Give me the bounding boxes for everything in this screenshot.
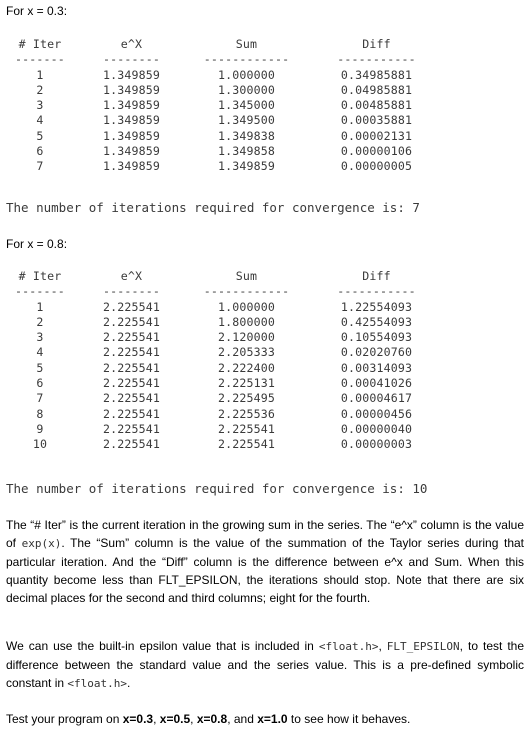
table-row xyxy=(6,129,449,144)
column-separator: -------- xyxy=(102,52,161,67)
column-header: e^X xyxy=(120,269,143,283)
table-cell: 1 xyxy=(36,67,44,82)
table-cell: 2.225541 xyxy=(217,437,276,452)
table-row xyxy=(6,68,449,83)
table-cell: 1.349859 xyxy=(217,159,276,174)
table-cell: 5 xyxy=(36,128,44,143)
test-text-4: , and xyxy=(227,712,258,726)
test-value-2: x=0.5 xyxy=(159,712,191,726)
column-separator: ----------- xyxy=(337,284,416,299)
table-cell: 7 xyxy=(36,391,44,406)
table-cell: 1.349859 xyxy=(102,144,161,159)
test-instruction xyxy=(6,710,524,728)
table-cell: 1.349859 xyxy=(102,113,161,128)
table-cell: 9 xyxy=(36,421,44,436)
table-cell: 2.225541 xyxy=(102,406,161,421)
table-row xyxy=(6,391,449,406)
table-cell: 2.225495 xyxy=(217,391,276,406)
table-cell: 0.02020760 xyxy=(340,345,413,360)
test-value-3: x=0.8 xyxy=(196,712,228,726)
table-cell: 4 xyxy=(36,345,44,360)
table-cell: 1 xyxy=(36,299,44,314)
table-cell: 1.22554093 xyxy=(340,299,413,314)
table-cell: 0.34985881 xyxy=(340,67,413,82)
column-header: e^X xyxy=(120,37,143,51)
table-cell: 1.349500 xyxy=(217,113,276,128)
table-cell: 1.000000 xyxy=(217,67,276,82)
table-cell: 0.00035881 xyxy=(340,113,413,128)
test-value-4: x=1.0 xyxy=(257,712,288,726)
epsilon-paragraph xyxy=(6,637,524,693)
test-text-1: Test your program on xyxy=(6,712,123,726)
table-cell: 2.225536 xyxy=(217,406,276,421)
table-separator-row xyxy=(6,284,449,299)
table-cell: 0.42554093 xyxy=(340,314,413,329)
table-cell: 1.349859 xyxy=(102,159,161,174)
table-cell: 2.222400 xyxy=(217,360,276,375)
column-separator: -------- xyxy=(102,284,161,299)
table-cell: 5 xyxy=(36,360,44,375)
table-row xyxy=(6,98,449,113)
column-separator: ------- xyxy=(15,284,65,299)
explanation-text-1: The “# Iter” is the current iteration in the growing sum in the series. The “e^x” column is the value of xyxy=(6,518,524,550)
float-h-code: <float.h> xyxy=(318,640,379,653)
column-header: Sum xyxy=(235,37,258,51)
test-value-1: x=0.3 xyxy=(122,712,154,726)
table-row xyxy=(6,300,449,315)
table-cell: 0.00314093 xyxy=(340,360,413,375)
explanation-paragraph xyxy=(6,516,524,607)
table-row xyxy=(6,422,449,437)
section1-heading: For x = 0.3: xyxy=(6,4,68,18)
table-cell: 2.225541 xyxy=(102,330,161,345)
table-cell: 0.00000456 xyxy=(340,406,413,421)
table-cell: 0.00000005 xyxy=(340,159,413,174)
table-cell: 1.349838 xyxy=(217,128,276,143)
exp-code: exp(x) xyxy=(21,537,62,550)
table-cell: 1.349859 xyxy=(102,98,161,113)
table-cell: 0.00004617 xyxy=(340,391,413,406)
table-header-row xyxy=(6,269,449,284)
table-cell: 7 xyxy=(36,159,44,174)
table-cell: 1.349859 xyxy=(102,82,161,97)
table-row xyxy=(6,345,449,360)
table-row xyxy=(6,144,449,159)
table-row xyxy=(6,407,449,422)
table-row xyxy=(6,330,449,345)
table-cell: 0.00000003 xyxy=(340,437,413,452)
test-text-5: to see how it behaves. xyxy=(287,712,411,726)
epsilon-text-2: , xyxy=(378,639,387,653)
section2-table xyxy=(6,269,449,453)
table-cell: 2.225541 xyxy=(102,360,161,375)
table-cell: 6 xyxy=(36,376,44,391)
column-header: # Iter xyxy=(18,37,62,51)
column-separator: ------------ xyxy=(203,52,290,67)
table-cell: 1.300000 xyxy=(217,82,276,97)
table-cell: 2.225541 xyxy=(102,299,161,314)
table-cell: 2.225541 xyxy=(102,391,161,406)
test-text-2: , xyxy=(153,712,160,726)
table-cell: 1.000000 xyxy=(217,299,276,314)
table-cell: 0.00000040 xyxy=(340,421,413,436)
section2-heading: For x = 0.8: xyxy=(6,237,68,251)
table-cell: 2 xyxy=(36,314,44,329)
table-header-row xyxy=(6,37,449,52)
table-cell: 0.00002131 xyxy=(340,128,413,143)
section2-convergence: The number of iterations required for convergence is: 10 xyxy=(6,481,428,496)
explanation-text-2: . The “Sum” column is the value of the summation of the Taylor series during that particular iteration. And the “Diff” column is the difference between e^x and Sum. When this quantity become less than FLT_EPSILON, the iterations should stop. Note that there are six decimal places for the second and third columns; eight for the fourth. xyxy=(6,536,524,605)
table-cell: 6 xyxy=(36,144,44,159)
table-row xyxy=(6,315,449,330)
table-row xyxy=(6,83,449,98)
table-row xyxy=(6,113,449,128)
table-cell: 2 xyxy=(36,82,44,97)
table-cell: 2.225541 xyxy=(102,314,161,329)
table-cell: 0.10554093 xyxy=(340,330,413,345)
epsilon-text-3: , to test the difference between the standard value and the series value. This is a pre-defined symbolic constant in xyxy=(6,639,524,690)
table-cell: 1.349858 xyxy=(217,144,276,159)
table-cell: 3 xyxy=(36,98,44,113)
table-cell: 8 xyxy=(36,406,44,421)
table-cell: 2.225541 xyxy=(102,421,161,436)
table-cell: 3 xyxy=(36,330,44,345)
table-row xyxy=(6,376,449,391)
table-cell: 0.00000106 xyxy=(340,144,413,159)
column-header: Sum xyxy=(235,269,258,283)
table-row xyxy=(6,437,449,452)
table-cell: 0.00041026 xyxy=(340,376,413,391)
table-cell: 2.225541 xyxy=(217,421,276,436)
table-cell: 0.00485881 xyxy=(340,98,413,113)
column-header: # Iter xyxy=(18,269,62,283)
table-cell: 2.225131 xyxy=(217,376,276,391)
section1-convergence: The number of iterations required for convergence is: 7 xyxy=(6,200,420,215)
table-cell: 2.225541 xyxy=(102,345,161,360)
column-separator: ------- xyxy=(15,52,65,67)
column-separator: ------------ xyxy=(203,284,290,299)
table-cell: 2.225541 xyxy=(102,437,161,452)
table-row xyxy=(6,159,449,174)
column-header: Diff xyxy=(362,269,391,283)
table-cell: 4 xyxy=(36,113,44,128)
table-separator-row xyxy=(6,52,449,67)
table-cell: 1.345000 xyxy=(217,98,276,113)
table-cell: 10 xyxy=(32,437,48,452)
test-text-3: , xyxy=(190,712,197,726)
epsilon-text-4: . xyxy=(126,676,131,690)
flt-epsilon-code: FLT_EPSILON xyxy=(386,640,460,653)
table-cell: 0.04985881 xyxy=(340,82,413,97)
float-h-code-2: <float.h> xyxy=(67,677,127,690)
table-row xyxy=(6,361,449,376)
table-cell: 1.349859 xyxy=(102,67,161,82)
table-cell: 2.120000 xyxy=(217,330,276,345)
column-header: Diff xyxy=(362,37,391,51)
table-cell: 2.225541 xyxy=(102,376,161,391)
epsilon-text-1: We can use the built-in epsilon value that is included in xyxy=(6,639,319,653)
section1-table xyxy=(6,37,449,175)
table-cell: 1.349859 xyxy=(102,128,161,143)
table-cell: 1.800000 xyxy=(217,314,276,329)
table-cell: 2.205333 xyxy=(217,345,276,360)
column-separator: ----------- xyxy=(337,52,416,67)
